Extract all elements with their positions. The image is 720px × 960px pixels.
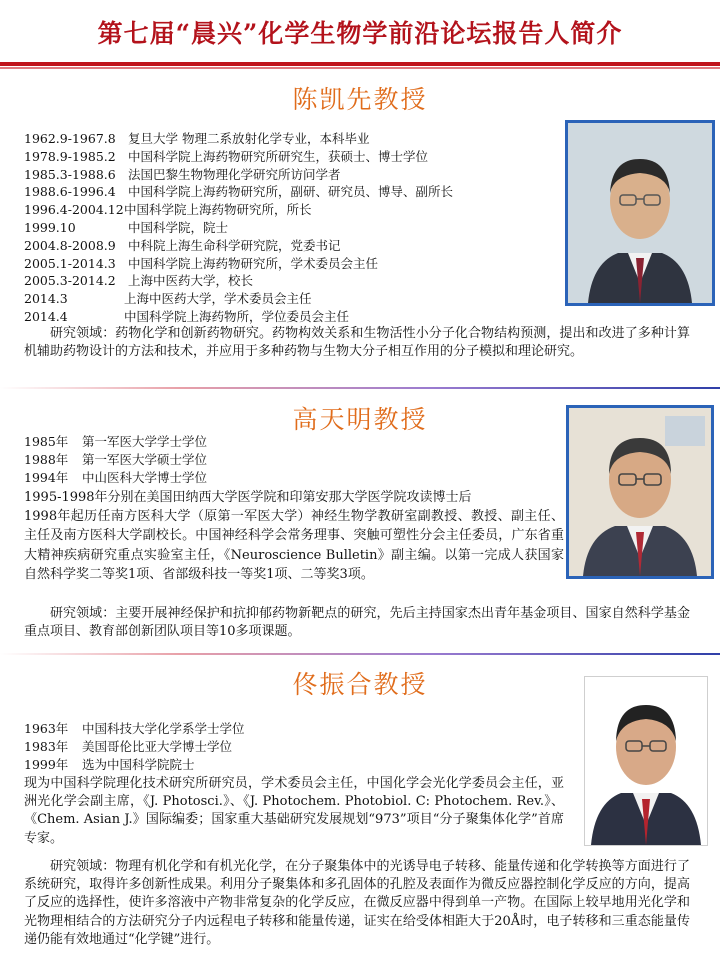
speaker-timeline: [24, 433, 207, 486]
timeline-text: 第一军医大学学士学位: [82, 434, 208, 449]
portrait-image: [585, 677, 707, 845]
timeline-text: 法国巴黎生物物理化学研究所访问学者: [128, 166, 341, 182]
timeline-entry: [24, 237, 453, 255]
timeline-entry: [24, 451, 207, 469]
timeline-text: 第一军医大学硕士学位: [82, 451, 208, 467]
timeline-year: 1978.9-1985.2: [24, 148, 116, 164]
timeline-entry: [24, 255, 453, 273]
page-title: 第七届“晨兴”化学生物学前沿论坛报告人简介: [97, 19, 623, 48]
section-divider: [0, 653, 720, 655]
timeline-text: 上海中医药大学，学术委员会主任: [124, 291, 312, 307]
speaker-photo: [565, 120, 715, 306]
timeline-year: 1994年: [24, 469, 69, 485]
timeline-entry: [24, 166, 453, 184]
timeline-entry: [24, 201, 453, 219]
timeline-year: 1985.3-1988.6: [24, 166, 116, 182]
speaker-photo: [566, 405, 714, 579]
timeline-year: 1985年: [24, 434, 69, 449]
speaker-name: 佟振合教授: [292, 670, 428, 699]
speaker-timeline: [24, 130, 453, 326]
speaker-name: 高天明教授: [292, 405, 428, 434]
timeline-year: 2014.4: [24, 308, 68, 324]
timeline-year: 1962.9-1967.8: [24, 131, 116, 146]
timeline-entry: [24, 219, 453, 237]
timeline-entry: [24, 308, 453, 326]
speaker-photo: [584, 676, 708, 846]
speaker-name: 陈凯先教授: [292, 85, 428, 114]
timeline-text: 中国科学院上海药物研究所，学术委员会主任: [128, 255, 379, 271]
timeline-text: 中科院上海生命科学研究院，党委书记: [128, 237, 341, 253]
timeline-entry: [24, 738, 245, 756]
timeline-entry: [24, 433, 207, 451]
timeline-entry: [24, 290, 453, 308]
portrait-image: [568, 123, 712, 303]
timeline-text: 选为中国科学院院士: [82, 756, 195, 772]
timeline-year: 2005.3-2014.2: [24, 273, 116, 289]
timeline-entry: [24, 720, 245, 738]
timeline-entry: [24, 756, 245, 774]
portrait-image: [569, 408, 711, 576]
timeline-year: 1963年: [24, 721, 69, 736]
timeline-year: 2014.3: [24, 291, 68, 307]
timeline-year: 2004.8-2008.9: [24, 237, 116, 253]
timeline-text: 中国科学院上海药物研究所研究生，获硕士、博士学位: [128, 148, 429, 164]
timeline-text: 中国科学院，院士: [128, 219, 229, 235]
title-divider: [0, 62, 720, 66]
speaker-bio: 现为中国科学院理化技术研究所研究员，学术委员会主任，中国化学会光化学委员会主任，亚洲光化学会副主席，《J. Photosci.》、《J. Photochem. Photobiol. C: Photochem. Rev.》、《Chem. Asian J.》国际编委；国家重大基础研究发展规划“973”项目“分子聚集体化学”首席专家。: [24, 776, 564, 846]
timeline-year: 1988.6-1996.4: [24, 184, 116, 200]
timeline-entry: [24, 130, 453, 148]
timeline-entry: [24, 272, 453, 290]
timeline-year: 1983年: [24, 738, 69, 754]
timeline-text: 中山医科大学博士学位: [82, 469, 208, 485]
research-summary: 研究领域：药物化学和创新药物研究。药物构效关系和生物活性小分子化合物结构预测，提出和改进了多种计算机辅助药物设计的方法和技术，并应用于多种药物与生物大分子相互作用的分子模拟和理论研究。: [24, 326, 690, 360]
timeline-year: 2005.1-2014.3: [24, 255, 116, 271]
timeline-text: 中国科学院上海药物所，学位委员会主任: [124, 308, 350, 324]
timeline-entry: [24, 469, 207, 487]
research-summary: 研究领域：主要开展神经保护和抗抑郁药物新靶点的研究，先后主持国家杰出青年基金项目、国家自然科学基金重点项目、教育部创新团队项目等10多项课题。: [24, 606, 690, 640]
timeline-text: 美国哥伦比亚大学博士学位: [82, 738, 233, 754]
timeline-text: 上海中医药大学，校长: [128, 273, 254, 289]
speaker-bio: 1995-1998年分别在美国田纳西大学医学院和印第安那大学医学院攻读博士后 1998年起历任南方医科大学（原第一军医大学）神经生物学教研室副教授、教授、副主任、主任及南方医科大学副校长。中国神经科学会常务理事、突触可塑性分会主任委员，广东省重大精神疾病研究重点实验室主任，《Neuroscience Bulletin》副主编。以第一完成人获国家自然科学奖二等奖1项、省部级科技一等奖1项、二等奖3项。: [24, 490, 564, 582]
timeline-year: 1999.10: [24, 219, 76, 235]
timeline-year: 1996.4-2004.12: [24, 202, 124, 218]
timeline-entry: [24, 148, 453, 166]
timeline-text: 中国科技大学化学系学士学位: [82, 721, 245, 736]
timeline-text: 复旦大学 物理二系放射化学专业，本科毕业: [128, 131, 370, 146]
timeline-entry: [24, 183, 453, 201]
research-summary: 研究领域：物理有机化学和有机光化学，在分子聚集体中的光诱导电子转移、能量传递和化学转换等方面进行了系统研究，取得许多创新性成果。利用分子聚集体和多孔固体的孔腔及表面作为微反应器控制化学反应的方向，提高了反应的选择性，使许多溶液中产物非常复杂的化学反应，在微反应器中得到单一产物。在国际上较早地用光化学和光物理相结合的方法研究分子内远程电子转移和能量传递，证实在给受体相距大于20Å时，电子转移和三重态能量传递仍能有效地通过“化学键”进行。: [24, 859, 690, 947]
title-divider-accent: [0, 67, 720, 69]
timeline-year: 1988年: [24, 451, 69, 467]
section-divider: [0, 387, 720, 389]
timeline-text: 中国科学院上海药物研究所，副研、研究员、博导、副所长: [128, 184, 454, 200]
timeline-year: 1999年: [24, 756, 69, 772]
speaker-timeline: [24, 720, 245, 773]
timeline-text: 中国科学院上海药物研究所，所长: [124, 202, 312, 218]
